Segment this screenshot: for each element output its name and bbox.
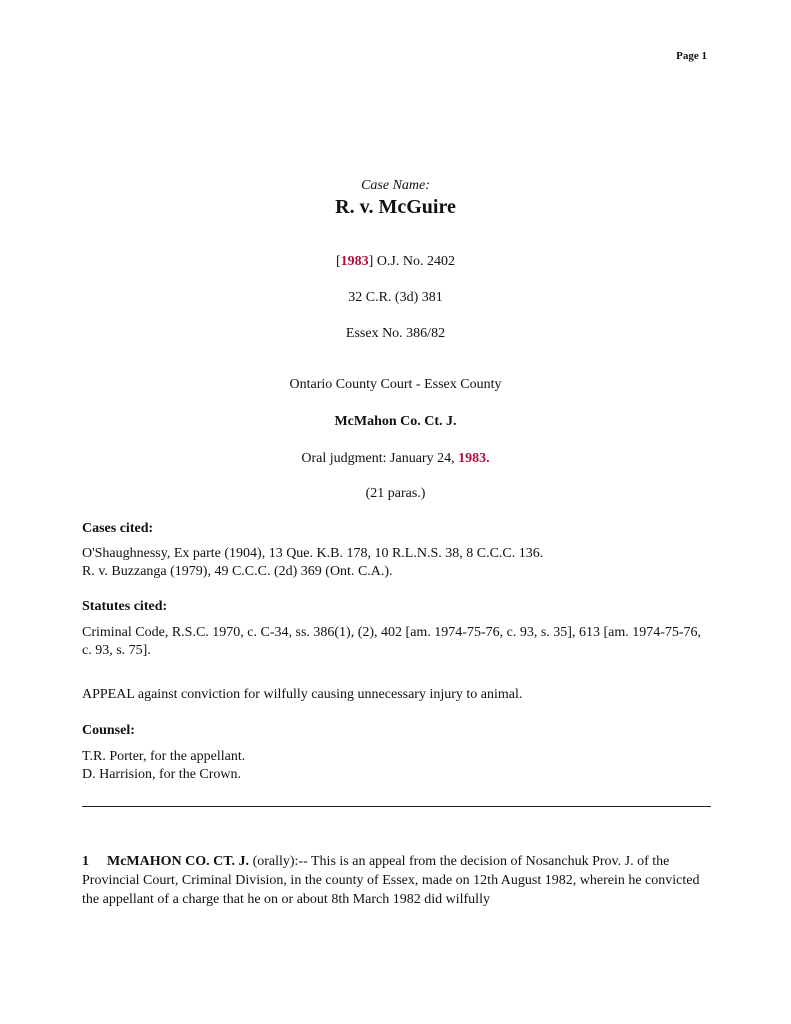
counsel-item: T.R. Porter, for the appellant.: [82, 749, 246, 764]
section-divider: [82, 806, 711, 807]
statutes-cited-text: Criminal Code, R.S.C. 1970, c. C-34, ss. 386(1), (2), 402 [am. 1974-75-76, c. 93, s. 35], 613 [am. 1974-75-76, c. 93, s. 75].: [82, 625, 702, 658]
paragraph-number: 1: [82, 854, 89, 869]
citation-cr: 32 C.R. (3d) 381: [348, 290, 443, 305]
judge-name: McMahon Co. Ct. J.: [334, 414, 457, 429]
court-name: Ontario County Court - Essex County: [289, 377, 502, 392]
judgment-date: [0, 451, 791, 467]
judgment-date-text: Oral judgment: January 24,: [301, 451, 459, 466]
citation-essex: Essex No. 386/82: [345, 326, 446, 341]
counsel-list: [82, 748, 712, 784]
case-title: R. v. McGuire: [335, 196, 456, 218]
cases-cited-heading: Cases cited:: [82, 521, 154, 536]
citation-year: 1983: [340, 254, 369, 269]
cited-case: O'Shaughnessy, Ex parte (1904), 13 Que. K.B. 178, 10 R.L.N.S. 38, 8 C.C.C. 136.: [82, 546, 544, 561]
statutes-cited-heading: Statutes cited:: [82, 599, 168, 614]
paras-count: (21 paras.): [365, 486, 426, 501]
judgment-date-year: 1983.: [458, 451, 490, 466]
citation-oj: [0, 254, 791, 270]
citation-open: [: [335, 254, 341, 269]
counsel-item: D. Harrision, for the Crown.: [82, 767, 242, 782]
page-number: Page 1: [676, 50, 707, 62]
paragraph-judge: McMAHON CO. CT. J.: [107, 854, 250, 869]
cases-cited-list: [82, 545, 712, 581]
paragraph-1: [82, 852, 712, 909]
appeal-description: APPEAL against conviction for wilfully causing unnecessary injury to animal.: [82, 687, 523, 702]
counsel-heading: Counsel:: [82, 723, 135, 738]
citation-rest: ] O.J. No. 2402: [368, 254, 455, 269]
paragraph-text: (orally):-- This is an appeal from the decision of Nosanchuk Prov. J. of the Provincial Court, Criminal Division, in the county of Essex, made on 12th August 1982, wherein he convicted the appellant of a charge that he on or about 8th March 1982 did wilfully: [82, 854, 700, 907]
cited-case: R. v. Buzzanga (1979), 49 C.C.C. (2d) 369 (Ont. C.A.).: [82, 564, 393, 579]
case-name-label: Case Name:: [361, 178, 430, 193]
